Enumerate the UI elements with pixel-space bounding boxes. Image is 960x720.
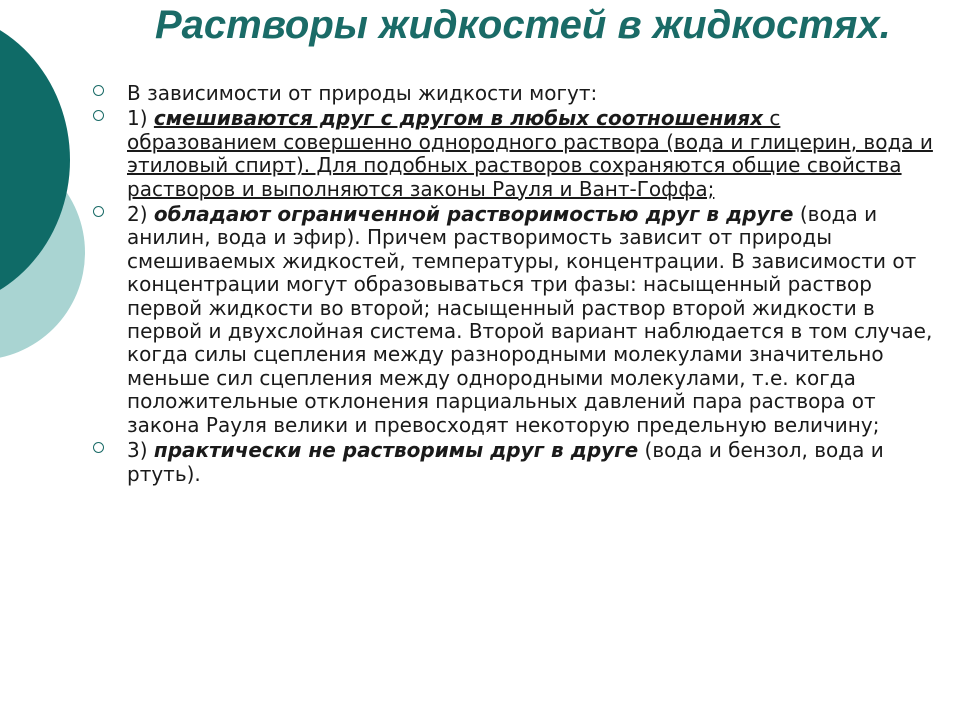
item-text: В зависимости от природы жидкости могут: [127,81,598,105]
item-prefix: 1) [127,106,154,131]
bullet-icon [93,85,104,96]
item-emphasis: обладают ограниченной растворимостью друг в друге [153,202,794,227]
item-emphasis: смешиваются друг с другом в любых соотношениях [153,106,763,131]
bullet-icon [93,206,104,217]
bullet-icon [93,442,104,453]
item-prefix: 3) [127,438,154,463]
item-text: (вода и анилин, вода и эфир). Причем растворимость зависит от природы смешиваемых жидкостей, температуры, концентрации. В зависимости от концентрации могут образовываться три фазы: насыщенный раствор первой жидкости во второй; насыщенный раствор второй жидкости в первой и двухслойная система. Второй вариант наблюдается в том случае, когда силы сцепления между разнородными молекулами значительно меньше сил сцепления между однородными молекулами, т.е. когда положительные отклонения парциальных давлений пара раствора от закона Рауля велики и превосходят некоторую предельную величину; [127,202,933,437]
item-text: с образованием совершенно однородного раствора (вода и глицерин, вода и этиловый спирт). Для подобных растворов сохраняются общие свойства растворов и выполняются законы Рауля и Вант-Гоффа; [127,106,933,201]
item-emphasis: практически не растворимы друг в друге [153,438,639,463]
bullet-icon [93,110,104,121]
slide-title: Растворы жидкостей в жидкостях. [155,3,891,47]
list-item-intro [90,82,935,105]
item-text: (вода и бензол, вода и ртуть). [127,438,884,486]
list-item-3 [90,439,935,486]
bullet-list [90,82,935,488]
list-item-1 [90,107,935,201]
item-prefix: 2) [127,202,154,227]
list-item-2 [90,203,935,437]
